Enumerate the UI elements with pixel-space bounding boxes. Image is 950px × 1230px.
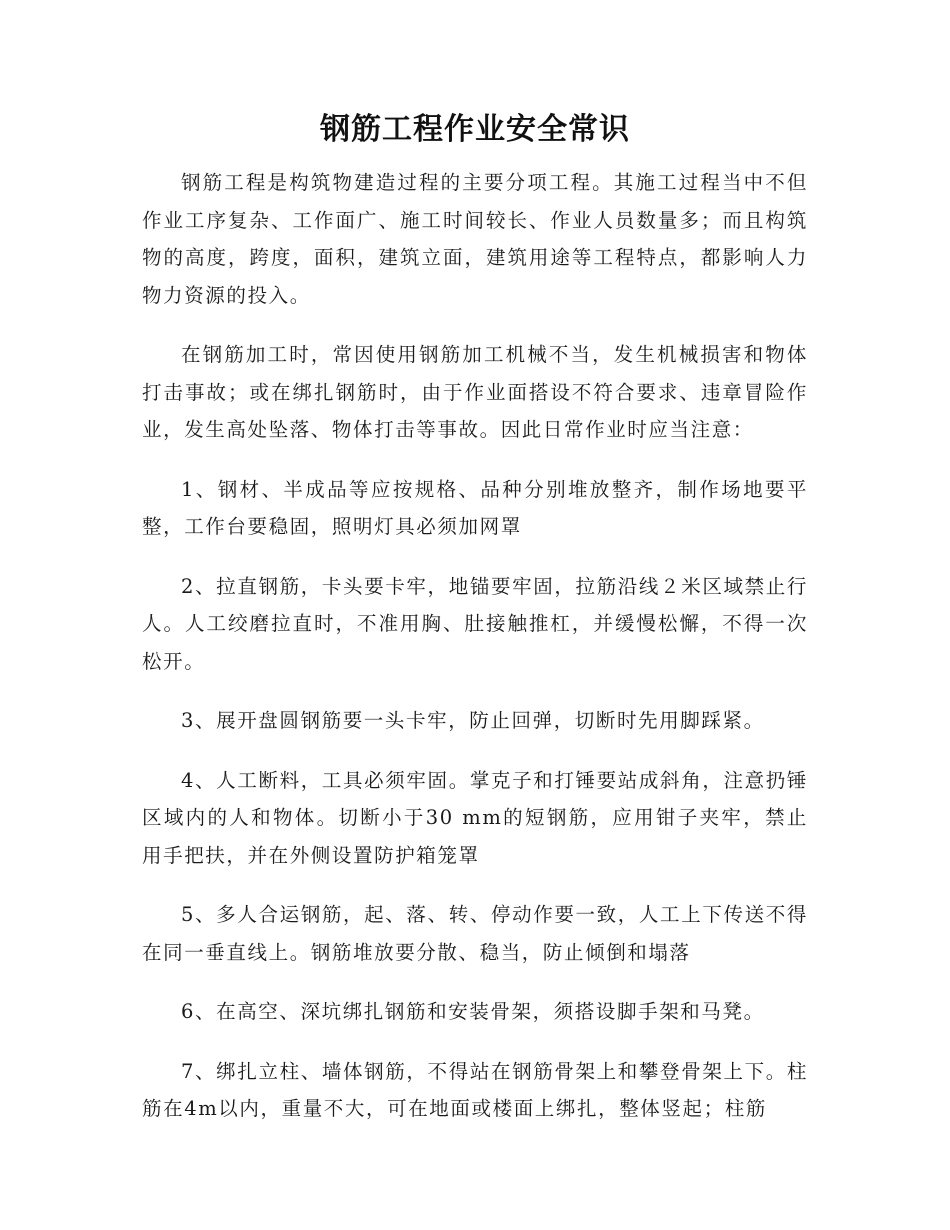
paragraph-item-7: 7、绑扎立柱、墙体钢筋，不得站在钢筋骨架上和攀登骨架上下。柱筋在4m以内，重量不大，可在地面或楼面上绑扎，整体竖起；柱筋 — [142, 1059, 808, 1120]
paragraph-item-4: 4、人工断料，工具必须牢固。掌克子和打锤要站成斜角，注意扔锤区域内的人和物体。切断小于30 mm的短钢筋，应用钳子夹牢，禁止用手把扶，并在外侧设置防护箱笼罩 — [142, 768, 808, 867]
paragraph-item-5: 5、多人合运钢筋，起、落、转、停动作要一致，人工上下传送不得在同一垂直线上。钢筋堆放要分散、稳当，防止倾倒和塌落 — [142, 903, 808, 964]
paragraph-item-6: 6、在高空、深坑绑扎钢筋和安装骨架，须搭设脚手架和马凳。 — [181, 1000, 765, 1023]
paragraph-item-1: 1、钢材、半成品等应按规格、品种分别堆放整齐，制作场地要平整，工作台要稳固，照明灯具必须加网罩 — [142, 477, 808, 538]
document-body — [142, 164, 808, 1150]
paragraph-item-3: 3、展开盘圆钢筋要一头卡牢，防止回弹，切断时先用脚踩紧。 — [181, 709, 765, 732]
document-title: 钢筋工程作业安全常识 — [320, 112, 630, 147]
paragraph-hazards: 在钢筋加工时，常因使用钢筋加工机械不当，发生机械损害和物体打击事故；或在绑扎钢筋时，由于作业面搭设不符合要求、违章冒险作业，发生高处坠落、物体打击等事故。因此日常作业时应当注意： — [142, 343, 808, 441]
paragraph-intro: 钢筋工程是构筑物建造过程的主要分项工程。其施工过程当中不但作业工序复杂、工作面广、施工时间较长、作业人员数量多；而且构筑物的高度，跨度，面积，建筑立面，建筑用途等工程特点，都影响人力物力资源的投入。 — [142, 171, 808, 307]
paragraph-item-2: 2、拉直钢筋，卡头要卡牢，地锚要牢固，拉筋沿线２米区域禁止行人。人工绞磨拉直时，不准用胸、肚接触推杠，并缓慢松懈，不得一次松开。 — [142, 574, 808, 673]
